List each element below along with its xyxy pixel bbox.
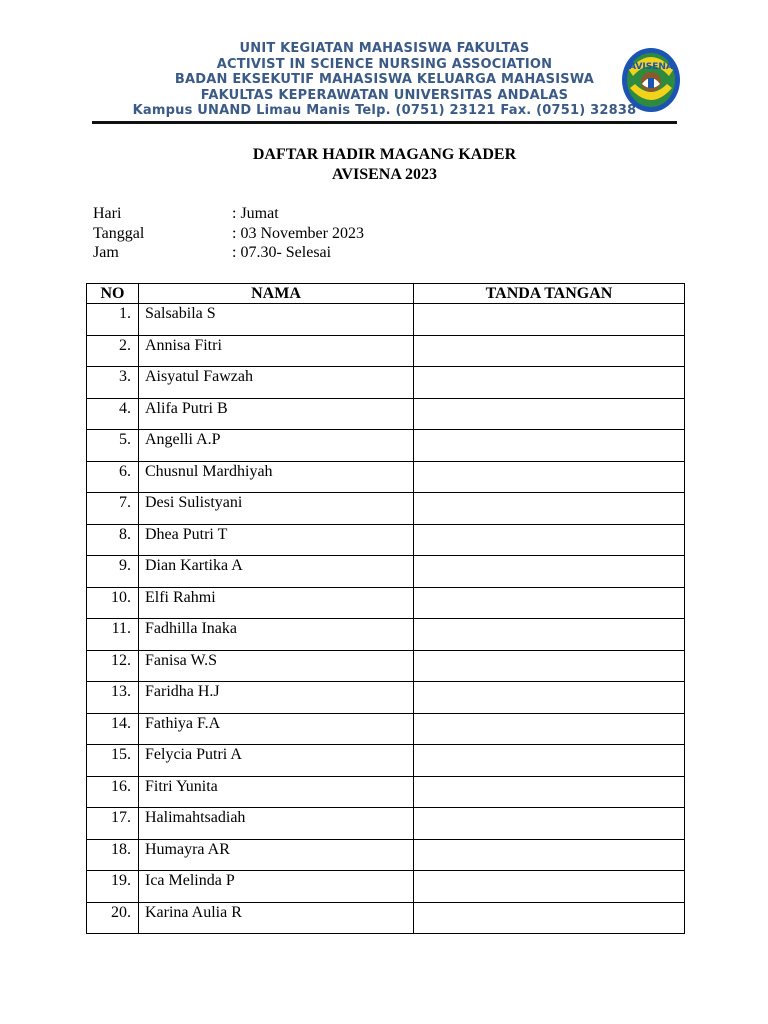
row-number: 9. [87, 556, 139, 588]
signature-cell[interactable] [414, 745, 685, 777]
member-name: Felycia Putri A [139, 745, 414, 777]
row-number: 5. [87, 430, 139, 462]
meta-label: Jam [93, 244, 119, 261]
table-row [87, 556, 685, 588]
row-number: 15. [87, 745, 139, 777]
column-header-tanda-tangan: TANDA TANGAN [414, 284, 685, 304]
table-row [87, 367, 685, 399]
row-number: 3. [87, 367, 139, 399]
table-row [87, 461, 685, 493]
member-name: Faridha H.J [139, 682, 414, 714]
table-row [87, 871, 685, 903]
row-number: 1. [87, 304, 139, 336]
signature-cell[interactable] [414, 902, 685, 934]
document-title [92, 145, 677, 185]
table-row [87, 430, 685, 462]
table-row [87, 745, 685, 777]
signature-cell[interactable] [414, 335, 685, 367]
table-row [87, 398, 685, 430]
table-row [87, 493, 685, 525]
row-number: 14. [87, 713, 139, 745]
meta-label: Tanggal [93, 224, 145, 242]
letterhead [92, 40, 677, 122]
member-name: Halimahtsadiah [139, 808, 414, 840]
table-row [87, 839, 685, 871]
member-name: Fadhilla Inaka [139, 619, 414, 651]
member-name: Desi Sulistyani [139, 493, 414, 525]
signature-cell[interactable] [414, 776, 685, 808]
signature-cell[interactable] [414, 839, 685, 871]
signature-cell[interactable] [414, 367, 685, 399]
signature-cell[interactable] [414, 430, 685, 462]
signature-cell[interactable] [414, 524, 685, 556]
event-details [93, 204, 364, 263]
signature-cell[interactable] [414, 650, 685, 682]
row-number: 4. [87, 398, 139, 430]
column-header-no: NO [87, 284, 139, 304]
attendance-table [86, 283, 685, 934]
signature-cell[interactable] [414, 713, 685, 745]
member-name: Dian Kartika A [139, 556, 414, 588]
row-number: 17. [87, 808, 139, 840]
signature-cell[interactable] [414, 493, 685, 525]
member-name: Chusnul Mardhiyah [139, 461, 414, 493]
table-row [87, 619, 685, 651]
row-number: 6. [87, 461, 139, 493]
letterhead-line-3: BADAN EKSEKUTIF MAHASISWA KELUARGA MAHASISWA [174, 72, 595, 88]
signature-cell[interactable] [414, 871, 685, 903]
letterhead-text [92, 41, 677, 119]
signature-cell[interactable] [414, 682, 685, 714]
table-row [87, 776, 685, 808]
table-row [87, 524, 685, 556]
meta-label: Hari [93, 205, 122, 222]
meta-value: : Jumat [232, 205, 279, 222]
row-number: 8. [87, 524, 139, 556]
table-header-row [87, 284, 685, 304]
member-name: Karina Aulia R [139, 902, 414, 934]
signature-cell[interactable] [414, 587, 685, 619]
avisena-logo [620, 42, 682, 114]
member-name: Elfi Rahmi [139, 587, 414, 619]
row-number: 10. [87, 587, 139, 619]
table-row [87, 808, 685, 840]
member-name: Ica Melinda P [139, 871, 414, 903]
row-number: 19. [87, 871, 139, 903]
letterhead-line-1: UNIT KEGIATAN MAHASISWA FAKULTAS [239, 41, 530, 56]
row-number: 18. [87, 839, 139, 871]
meta-row-tanggal [93, 224, 364, 244]
member-name: Humayra AR [139, 839, 414, 871]
member-name: Fathiya F.A [139, 713, 414, 745]
row-number: 7. [87, 493, 139, 525]
table-row [87, 902, 685, 934]
row-number: 20. [87, 902, 139, 934]
letterhead-address: Kampus UNAND Limau Manis Telp. (0751) 23121 Fax. (0751) 32838 [132, 103, 637, 119]
row-number: 16. [87, 776, 139, 808]
member-name: Dhea Putri T [139, 524, 414, 556]
document-title-line-1: DAFTAR HADIR MAGANG KADER [252, 146, 517, 163]
attendance-table-body [87, 304, 685, 934]
row-number: 13. [87, 682, 139, 714]
signature-cell[interactable] [414, 304, 685, 336]
signature-cell[interactable] [414, 398, 685, 430]
member-name: Angelli A.P [139, 430, 414, 462]
member-name: Salsabila S [139, 304, 414, 336]
signature-cell[interactable] [414, 619, 685, 651]
table-row [87, 304, 685, 336]
signature-cell[interactable] [414, 808, 685, 840]
signature-cell[interactable] [414, 556, 685, 588]
meta-row-jam [93, 243, 364, 263]
letterhead-divider [92, 121, 677, 124]
letterhead-line-4: FAKULTAS KEPERAWATAN UNIVERSITAS ANDALAS [200, 87, 569, 103]
table-row [87, 650, 685, 682]
member-name: Fanisa W.S [139, 650, 414, 682]
row-number: 12. [87, 650, 139, 682]
member-name: Annisa Fitri [139, 335, 414, 367]
member-name: Alifa Putri B [139, 398, 414, 430]
meta-value: : 07.30- Selesai [232, 244, 332, 261]
member-name: Fitri Yunita [139, 776, 414, 808]
row-number: 11. [87, 619, 139, 651]
signature-cell[interactable] [414, 461, 685, 493]
row-number: 2. [87, 335, 139, 367]
table-row [87, 335, 685, 367]
column-header-nama: NAMA [139, 284, 414, 304]
letterhead-line-2: ACTIVIST IN SCIENCE NURSING ASSOCIATION [216, 56, 553, 72]
logo-wordmark: AVISENA [629, 62, 673, 72]
table-row [87, 682, 685, 714]
table-row [87, 713, 685, 745]
document-title-line-2: AVISENA 2023 [331, 166, 438, 183]
meta-value: : 03 November 2023 [232, 224, 364, 242]
member-name: Aisyatul Fawzah [139, 367, 414, 399]
meta-row-hari [93, 204, 364, 224]
table-row [87, 587, 685, 619]
